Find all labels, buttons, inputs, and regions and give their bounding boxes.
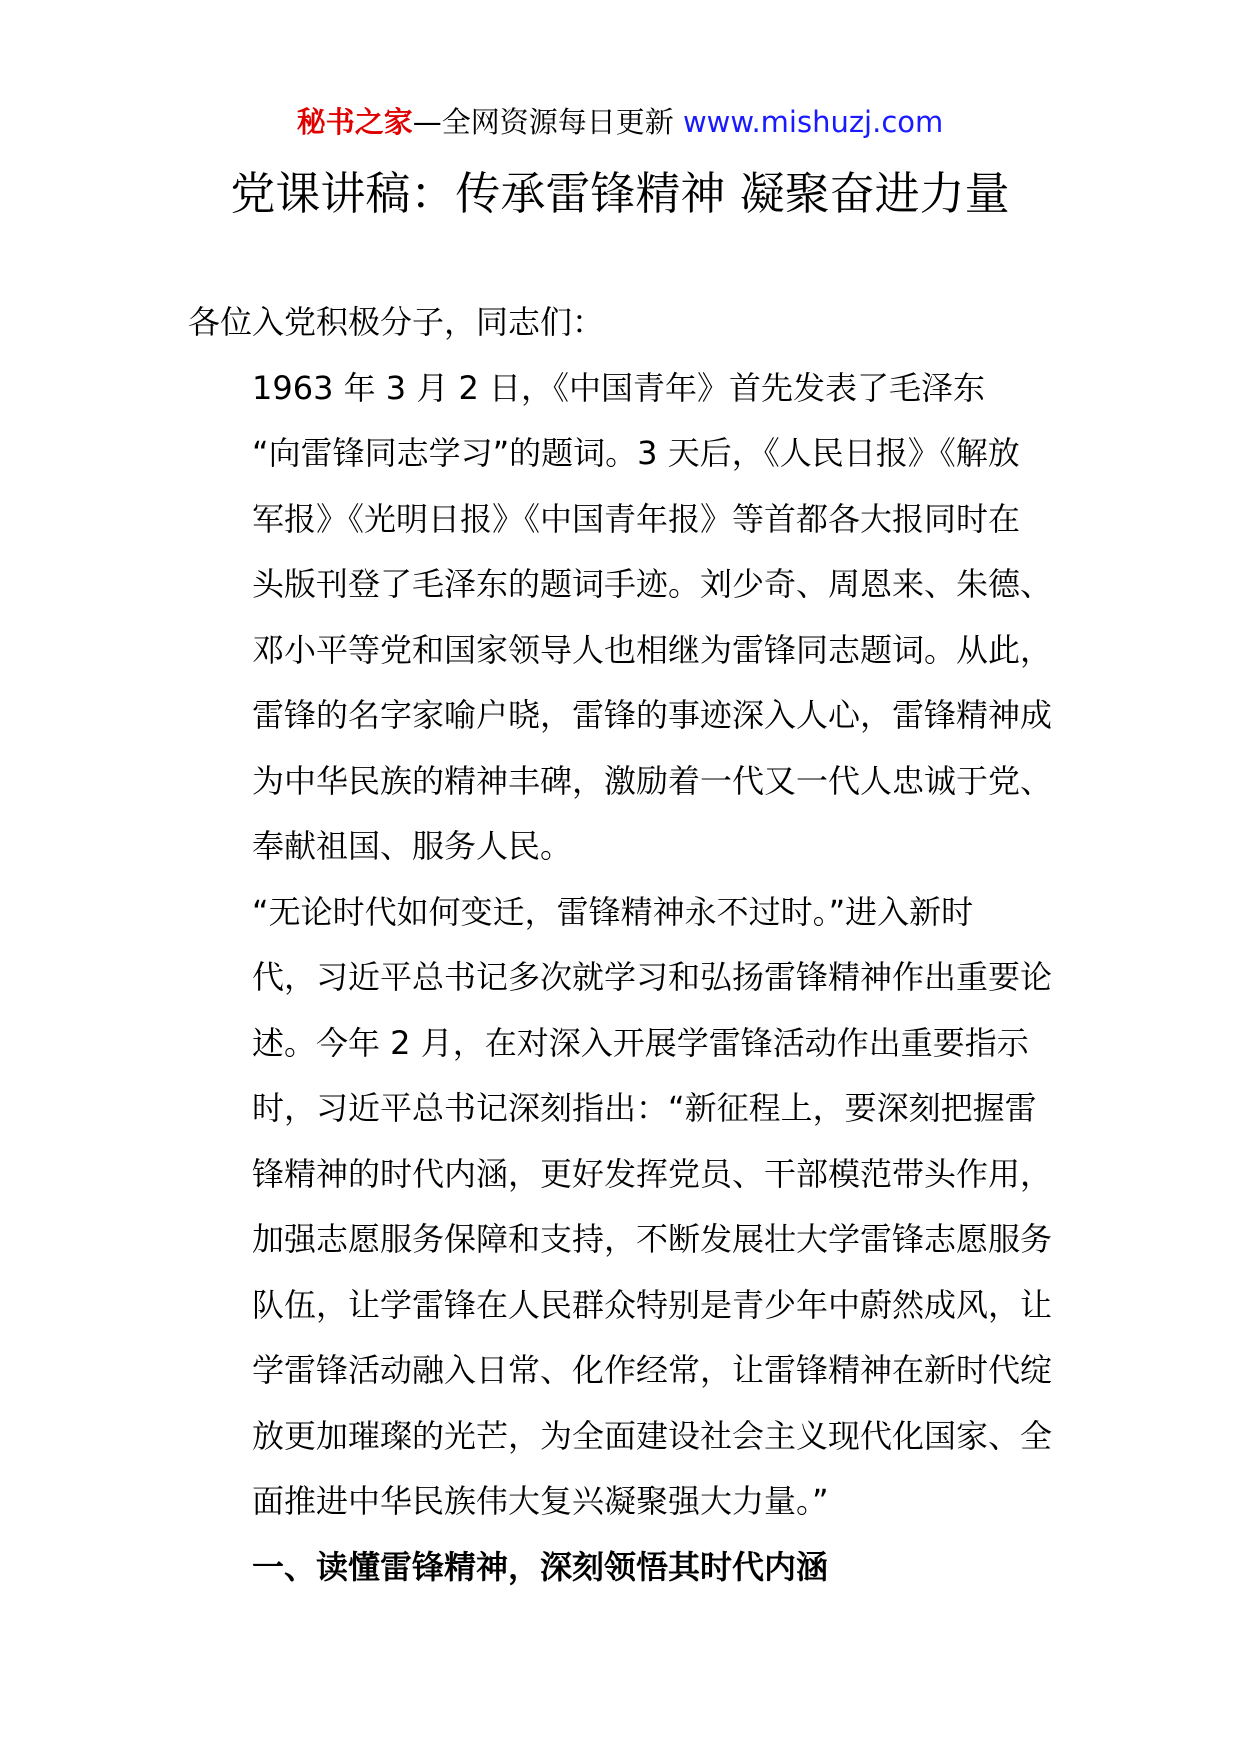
paragraph-line: “无论时代如何变迁，雷锋精神永不过时。”进入新时 <box>252 892 974 931</box>
paragraph-line: “向雷锋同志学习”的题词。3 天后，《人民日报》《解放 <box>252 434 1020 472</box>
salutation: 各位入党积极分子，同志们： <box>188 303 605 341</box>
paragraph-line: 面推进中华民族伟大复兴凝聚强大力量。” <box>252 1482 829 1520</box>
paragraph-line: 锋精神的时代内涵，更好发挥党员、干部模范带头作用， <box>252 1154 1053 1193</box>
paragraph-line: 加强志愿服务保障和支持，不断发展壮大学雷锋志愿服务 <box>252 1220 1053 1258</box>
paragraph-line: 述。今年 2 月，在对深入开展学雷锋活动作出重要指示 <box>252 1023 1029 1062</box>
document-body <box>188 290 1062 1600</box>
paragraph-line: 队伍，让学雷锋在人民群众特别是青少年中蔚然成风，让 <box>252 1285 1053 1324</box>
site-url-link[interactable]: www.mishuzj.com <box>682 105 944 139</box>
paragraph-line: 放更加璀璨的光芒，为全面建设社会主义现代化国家、全 <box>252 1416 1053 1455</box>
site-tagline: —全网资源每日更新 <box>412 105 674 139</box>
section-heading: 一、读懂雷锋精神，深刻领悟其时代内涵 <box>252 1547 829 1586</box>
paragraph-2 <box>188 880 1062 1535</box>
paragraph-line: 代，习近平总书记多次就学习和弘扬雷锋精神作出重要论 <box>252 958 1053 996</box>
paragraph-line: 时，习近平总书记深刻指出：“新征程上，要深刻把握雷 <box>252 1089 1037 1127</box>
site-brand: 秘书之家 <box>296 105 413 139</box>
paragraph-line: 军报》《光明日报》《中国青年报》等首都各大报同时在 <box>252 499 1021 538</box>
paragraph-line: 1963 年 3 月 2 日，《中国青年》首先发表了毛泽东 <box>252 368 986 407</box>
paragraph-line: 学雷锋活动融入日常、化作经常，让雷锋精神在新时代绽 <box>252 1351 1053 1389</box>
site-header <box>0 102 1240 142</box>
paragraph-line: 雷锋的名字家喻户晓，雷锋的事迹深入人心，雷锋精神成 <box>252 696 1053 734</box>
paragraph-line: 头版刊登了毛泽东的题词手迹。刘少奇、周恩来、朱德、 <box>252 565 1053 603</box>
document-title: 党课讲稿：传承雷锋精神 凝聚奋进力量 <box>230 167 1010 220</box>
paragraph-line: 奉献祖国、服务人民。 <box>252 827 573 865</box>
paragraph-line: 邓小平等党和国家领导人也相继为雷锋同志题词。从此， <box>252 630 1053 669</box>
paragraph-line: 为中华民族的精神丰碑，激励着一代又一代人忠诚于党、 <box>252 761 1053 800</box>
paragraph-1 <box>188 356 1062 880</box>
